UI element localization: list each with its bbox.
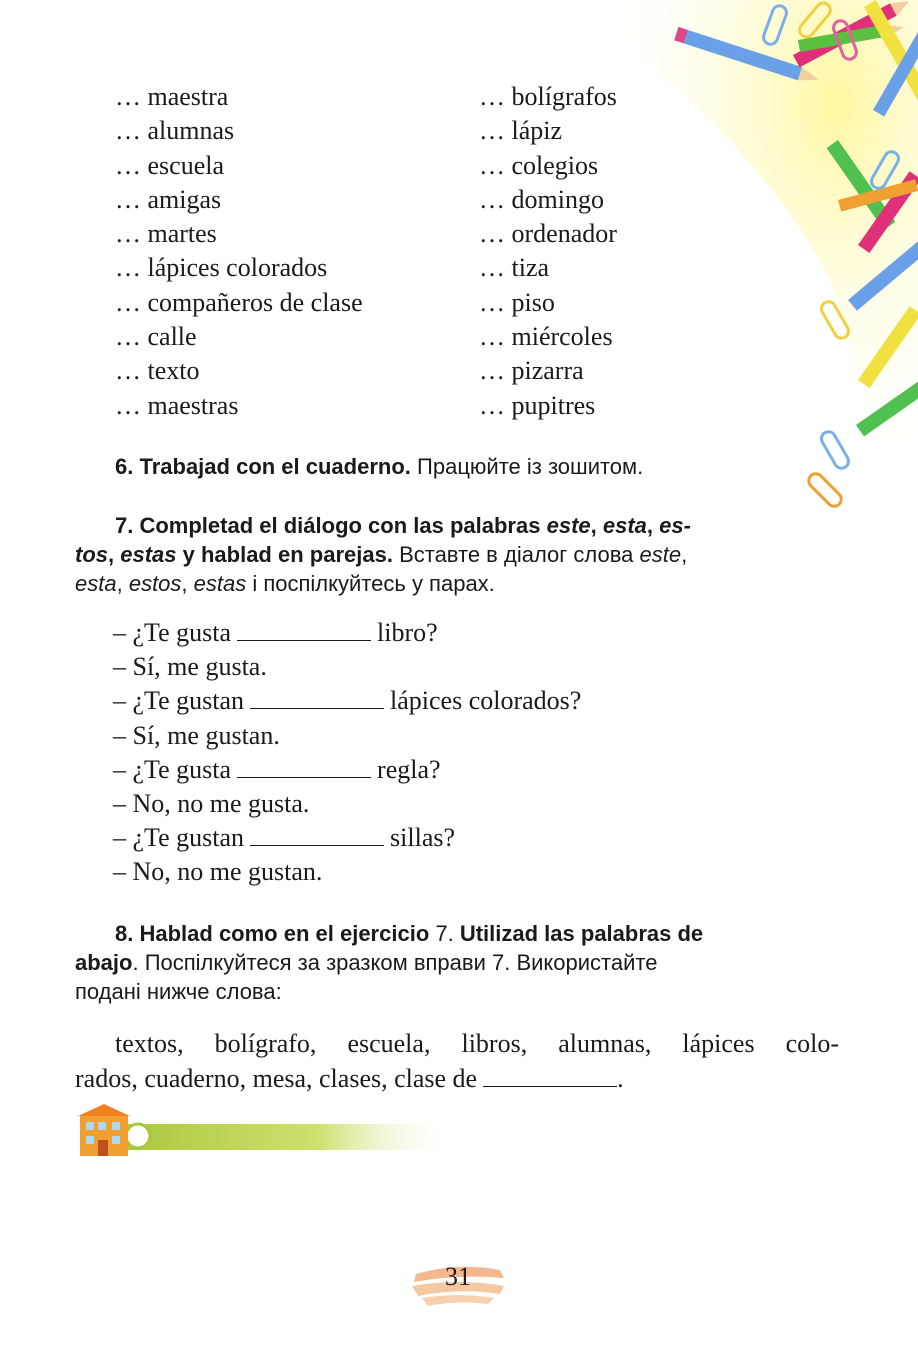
page-number-badge: [408, 1252, 508, 1312]
word-estos-part2: tos: [75, 542, 108, 567]
exercise-number: 8.: [115, 921, 134, 946]
word-item: … colegios: [479, 150, 599, 180]
exercise-number: 6.: [115, 454, 134, 479]
dialog-text: libro?: [377, 618, 438, 647]
exercise-7-ukrainian-end: і поспілкуйтесь у парах.: [246, 571, 495, 596]
dialog-line: – Sí, me gustan.: [113, 720, 280, 750]
word-item: … escuela: [115, 150, 225, 180]
separator: ,: [108, 542, 121, 567]
word-item: … alumnas: [115, 116, 235, 146]
exercise-8-word-list: [75, 1026, 839, 1096]
separator: .: [132, 950, 139, 975]
exercise-8: [75, 919, 839, 1006]
word-list-left-column: [115, 80, 363, 423]
ua-word-este: este: [639, 542, 682, 567]
dialog-text: regla?: [377, 754, 441, 784]
word-item: … compañeros de clase: [115, 287, 363, 317]
word-este: este: [546, 513, 591, 538]
word-item: … lápiz: [479, 116, 563, 146]
separator: .: [617, 1064, 624, 1093]
exercise-7-title-part: Completad el diálogo con las palabras: [139, 513, 547, 538]
page-number: 31: [445, 1262, 471, 1291]
dialog-text: – ¿Te gustan: [113, 823, 245, 853]
exercise-7-title-end: y hablad en parejas.: [176, 542, 393, 567]
word-estos-part1: es-: [659, 513, 691, 538]
fill-in-blank[interactable]: [237, 618, 371, 641]
exercise-number: 7.: [115, 513, 134, 538]
word-item: … tiza: [479, 253, 550, 283]
exercise-6: [75, 452, 839, 481]
separator: ,: [646, 513, 660, 538]
word-item: … amigas: [115, 184, 222, 214]
dialog-line: – Sí, me gusta.: [113, 652, 267, 682]
exercise-6-ukrainian: Працюйте із зошитом.: [417, 454, 644, 479]
exercise-7-ukrainian: Вставте в діалог слова: [392, 542, 640, 567]
dialog-line: – No, no me gusta.: [113, 789, 310, 819]
word-item: … maestra: [115, 82, 229, 111]
dialog-text: – ¿Te gustan: [113, 686, 245, 716]
house-icon-divider: [76, 1102, 456, 1158]
exercise-7: [75, 511, 839, 598]
exercise-8-title-end: abajo: [75, 950, 133, 975]
dialog-line: [113, 616, 581, 650]
dialog-line: [113, 684, 581, 718]
word-item: … bolígrafos: [479, 82, 617, 111]
exercise-8-ukrainian-end: подані нижче слова:: [75, 979, 282, 1004]
word-item: … pizarra: [479, 356, 584, 386]
exercise-8-title-part: Utilizad las palabras de: [459, 921, 704, 946]
exercise-8-words-line1: textos, bolígrafo, escuela, libros, alumnas, lápices colo-: [115, 1029, 839, 1058]
dialog-line: [113, 821, 581, 855]
word-item: … piso: [479, 287, 555, 317]
ua-word-esta: esta: [75, 571, 117, 596]
exercise-8-ukrainian: Поспілкуйтеся за зразком вправи 7. Використайте: [138, 950, 658, 975]
dialog-line: – No, no me gustan.: [113, 857, 323, 887]
separator: ,: [116, 571, 129, 596]
exercise-8-ref: 7.: [429, 921, 460, 946]
word-item: … texto: [115, 356, 200, 386]
dialog-text: sillas?: [390, 823, 456, 853]
word-estas: estas: [120, 542, 177, 567]
exercise-8-title: Hablad como en el ejercicio: [139, 921, 430, 946]
exercise-8-words-text: rados, cuaderno, mesa, clases, clase de: [75, 1064, 478, 1093]
fill-in-blank[interactable]: [483, 1064, 617, 1087]
word-item: … miércoles: [479, 322, 613, 352]
ua-word-estos: estos: [128, 571, 182, 596]
word-item: … martes: [115, 219, 217, 249]
dialog-text: lápices colorados?: [390, 686, 582, 716]
fill-in-blank[interactable]: [250, 686, 384, 709]
dialog: [113, 616, 581, 890]
fill-in-blank[interactable]: [250, 823, 384, 846]
dialog-text: – ¿Te gusta: [113, 618, 232, 647]
separator: ,: [681, 542, 688, 567]
word-item: … ordenador: [479, 219, 617, 249]
separator: ,: [181, 571, 194, 596]
word-esta: esta: [602, 513, 647, 538]
word-item: … domingo: [479, 184, 604, 214]
dialog-text: – ¿Te gusta: [113, 754, 232, 784]
ua-word-estas: estas: [193, 571, 247, 596]
word-item: … calle: [115, 322, 197, 352]
word-list-right-column: [479, 80, 617, 423]
word-item: … maestras: [115, 390, 239, 420]
exercise-8-words-line2: [75, 1061, 839, 1096]
word-item: … pupitres: [479, 390, 596, 420]
dialog-line: [113, 753, 581, 787]
word-item: … lápices colorados: [115, 253, 328, 283]
fill-in-blank[interactable]: [237, 755, 371, 778]
separator: ,: [590, 513, 603, 538]
exercise-6-title: Trabajad con el cuaderno.: [139, 454, 411, 479]
